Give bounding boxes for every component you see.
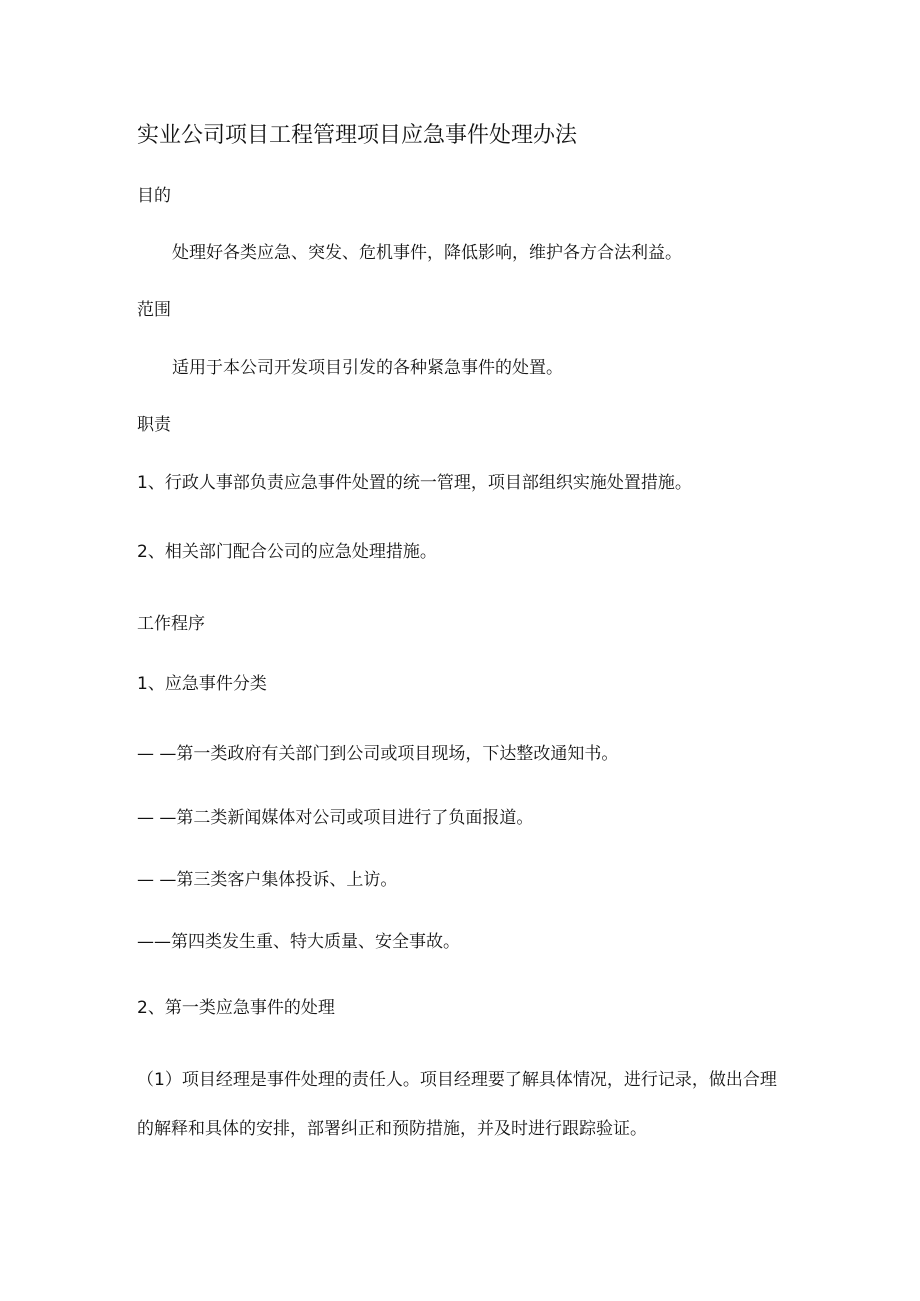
scope-heading: 范围 <box>137 300 171 320</box>
duty-item-2: 2、相关部门配合公司的应急处理措施。 <box>137 542 437 562</box>
category-item-1: — —第一类政府有关部门到公司或项目现场，下达整改通知书。 <box>137 744 619 764</box>
category-item-3: — —第三类客户集体投诉、上访。 <box>137 870 398 890</box>
document-title: 实业公司项目工程管理项目应急事件处理办法 <box>137 123 578 148</box>
purpose-text: 处理好各类应急、突发、危机事件，降低影响，维护各方合法利益。 <box>172 243 682 263</box>
procedure-item-2: 2、第一类应急事件的处理 <box>137 998 335 1018</box>
procedure-item-1: 1、应急事件分类 <box>137 674 267 694</box>
purpose-heading: 目的 <box>137 186 171 206</box>
category-item-2: — —第二类新闻媒体对公司或项目进行了负面报道。 <box>137 808 534 828</box>
duties-heading: 职责 <box>137 415 171 435</box>
scope-text: 适用于本公司开发项目引发的各种紧急事件的处置。 <box>172 358 563 378</box>
paragraph-item-1-line-1: （1）项目经理是事件处理的责任人。项目经理要了解具体情况，进行记录，做出合理 <box>137 1070 777 1090</box>
duty-item-1: 1、行政人事部负责应急事件处置的统一管理，项目部组织实施处置措施。 <box>137 473 692 493</box>
category-item-4: ——第四类发生重、特大质量、安全事故。 <box>137 932 460 952</box>
paragraph-item-1-line-2: 的解释和具体的安排，部署纠正和预防措施，并及时进行跟踪验证。 <box>137 1119 647 1139</box>
procedure-heading: 工作程序 <box>137 614 205 634</box>
